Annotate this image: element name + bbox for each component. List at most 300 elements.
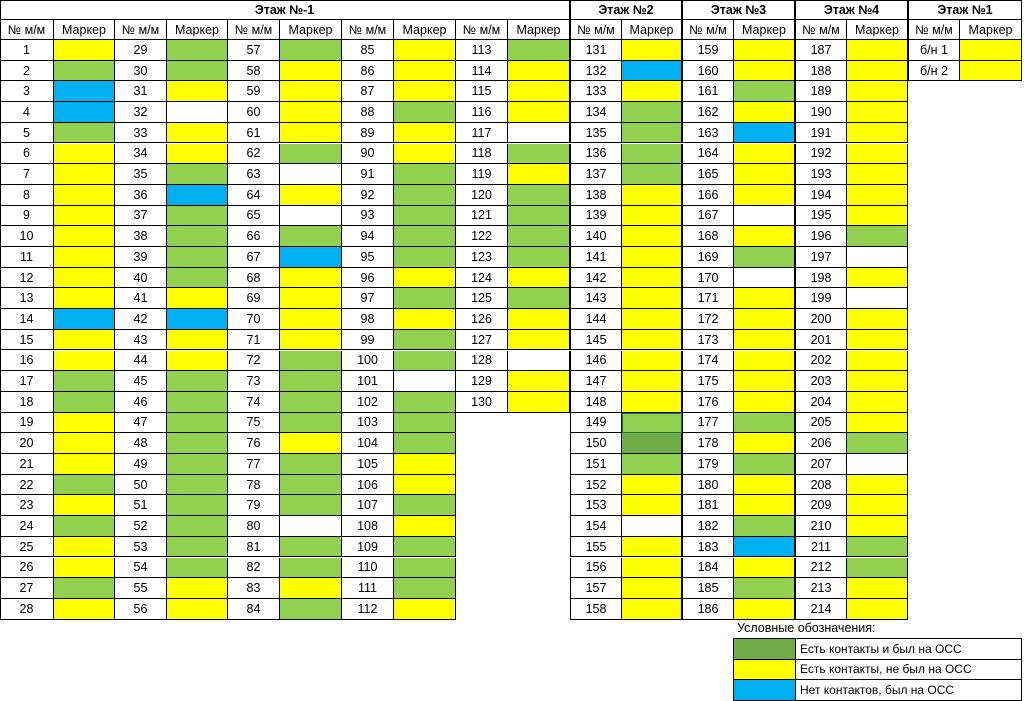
parking-space-number[interactable]: 88	[342, 102, 394, 123]
parking-space-number[interactable]: 44	[115, 351, 167, 372]
parking-space-number[interactable]: 128	[456, 351, 508, 372]
parking-space-number[interactable]: 75	[228, 413, 280, 434]
marker-cell[interactable]	[54, 61, 115, 82]
marker-cell[interactable]	[54, 578, 115, 599]
parking-space-number[interactable]: 210	[795, 516, 847, 537]
marker-cell[interactable]	[622, 81, 682, 102]
marker-cell[interactable]	[734, 288, 795, 309]
parking-space-number[interactable]: 196	[795, 226, 847, 247]
parking-space-number[interactable]: 172	[682, 309, 734, 330]
parking-space-number[interactable]: 174	[682, 351, 734, 372]
marker-cell[interactable]	[280, 516, 342, 537]
parking-space-number[interactable]: 192	[795, 144, 847, 165]
parking-space-number[interactable]: 203	[795, 371, 847, 392]
marker-cell[interactable]	[622, 475, 682, 496]
parking-space-number[interactable]: 45	[115, 371, 167, 392]
marker-cell[interactable]	[734, 81, 795, 102]
parking-space-number[interactable]: 16	[0, 351, 54, 372]
marker-cell[interactable]	[847, 495, 908, 516]
parking-space-number[interactable]: 103	[342, 413, 394, 434]
marker-cell[interactable]	[734, 268, 795, 289]
marker-cell[interactable]	[622, 61, 682, 82]
marker-cell[interactable]	[280, 102, 342, 123]
marker-cell[interactable]	[167, 144, 228, 165]
parking-space-number[interactable]: 60	[228, 102, 280, 123]
marker-cell[interactable]	[508, 351, 570, 372]
marker-cell[interactable]	[167, 599, 228, 620]
parking-space-number[interactable]: 97	[342, 288, 394, 309]
marker-cell[interactable]	[508, 226, 570, 247]
marker-cell[interactable]	[622, 413, 682, 434]
parking-space-number[interactable]: 18	[0, 392, 54, 413]
marker-cell[interactable]	[54, 185, 115, 206]
parking-space-number[interactable]: 164	[682, 144, 734, 165]
parking-space-number[interactable]: 127	[456, 330, 508, 351]
marker-cell[interactable]	[847, 433, 908, 454]
parking-space-number[interactable]: 77	[228, 454, 280, 475]
parking-space-number[interactable]: 122	[456, 226, 508, 247]
parking-space-number[interactable]: 113	[456, 40, 508, 61]
marker-cell[interactable]	[394, 226, 456, 247]
parking-space-number[interactable]: 98	[342, 309, 394, 330]
parking-space-number[interactable]: 23	[0, 495, 54, 516]
parking-space-number[interactable]: 143	[570, 288, 622, 309]
parking-space-number[interactable]: 130	[456, 392, 508, 413]
parking-space-number[interactable]: 176	[682, 392, 734, 413]
parking-space-number[interactable]: 199	[795, 288, 847, 309]
parking-space-number[interactable]: 40	[115, 268, 167, 289]
parking-space-number[interactable]: 63	[228, 164, 280, 185]
parking-space-number[interactable]: 21	[0, 454, 54, 475]
marker-cell[interactable]	[847, 247, 908, 268]
marker-cell[interactable]	[54, 495, 115, 516]
parking-space-number[interactable]: 57	[228, 40, 280, 61]
marker-cell[interactable]	[734, 454, 795, 475]
parking-space-number[interactable]: 206	[795, 433, 847, 454]
marker-cell[interactable]	[847, 81, 908, 102]
marker-cell[interactable]	[622, 433, 682, 454]
marker-cell[interactable]	[622, 599, 682, 620]
parking-space-number[interactable]: 162	[682, 102, 734, 123]
parking-space-number[interactable]: 120	[456, 185, 508, 206]
parking-space-number[interactable]: 156	[570, 558, 622, 579]
marker-cell[interactable]	[508, 40, 570, 61]
parking-space-number[interactable]: 109	[342, 537, 394, 558]
parking-space-number[interactable]: 161	[682, 81, 734, 102]
marker-cell[interactable]	[280, 123, 342, 144]
marker-cell[interactable]	[394, 537, 456, 558]
marker-cell[interactable]	[280, 330, 342, 351]
marker-cell[interactable]	[508, 309, 570, 330]
marker-cell[interactable]	[394, 558, 456, 579]
marker-cell[interactable]	[280, 144, 342, 165]
parking-space-number[interactable]: 194	[795, 185, 847, 206]
parking-space-number[interactable]: 92	[342, 185, 394, 206]
marker-cell[interactable]	[394, 454, 456, 475]
marker-cell[interactable]	[167, 537, 228, 558]
marker-cell[interactable]	[167, 288, 228, 309]
marker-cell[interactable]	[847, 206, 908, 227]
marker-cell[interactable]	[167, 164, 228, 185]
parking-space-number[interactable]: 50	[115, 475, 167, 496]
marker-cell[interactable]	[622, 40, 682, 61]
parking-space-number[interactable]: 86	[342, 61, 394, 82]
marker-cell[interactable]	[394, 351, 456, 372]
parking-space-number[interactable]: 134	[570, 102, 622, 123]
parking-space-number[interactable]: 38	[115, 226, 167, 247]
marker-cell[interactable]	[622, 309, 682, 330]
marker-cell[interactable]	[280, 61, 342, 82]
marker-cell[interactable]	[394, 185, 456, 206]
parking-space-number[interactable]: 180	[682, 475, 734, 496]
parking-space-number[interactable]: 52	[115, 516, 167, 537]
marker-cell[interactable]	[847, 102, 908, 123]
marker-cell[interactable]	[508, 268, 570, 289]
marker-cell[interactable]	[622, 351, 682, 372]
parking-space-number[interactable]: 209	[795, 495, 847, 516]
parking-space-number[interactable]: 30	[115, 61, 167, 82]
marker-cell[interactable]	[734, 516, 795, 537]
marker-cell[interactable]	[734, 475, 795, 496]
marker-cell[interactable]	[280, 599, 342, 620]
parking-space-number[interactable]: 170	[682, 268, 734, 289]
parking-space-number[interactable]: 71	[228, 330, 280, 351]
parking-space-number[interactable]: 200	[795, 309, 847, 330]
marker-cell[interactable]	[54, 475, 115, 496]
parking-space-number[interactable]: 119	[456, 164, 508, 185]
parking-space-number[interactable]: 187	[795, 40, 847, 61]
marker-cell[interactable]	[622, 392, 682, 413]
parking-space-number[interactable]: 136	[570, 144, 622, 165]
marker-cell[interactable]	[734, 495, 795, 516]
marker-cell[interactable]	[54, 40, 115, 61]
marker-cell[interactable]	[54, 164, 115, 185]
parking-space-number[interactable]: 106	[342, 475, 394, 496]
marker-cell[interactable]	[54, 537, 115, 558]
marker-cell[interactable]	[622, 558, 682, 579]
marker-cell[interactable]	[54, 558, 115, 579]
marker-cell[interactable]	[167, 433, 228, 454]
marker-cell[interactable]	[167, 578, 228, 599]
parking-space-number[interactable]: 211	[795, 537, 847, 558]
marker-cell[interactable]	[734, 413, 795, 434]
parking-space-number[interactable]: 145	[570, 330, 622, 351]
marker-cell[interactable]	[508, 185, 570, 206]
marker-cell[interactable]	[847, 164, 908, 185]
parking-space-number[interactable]: 165	[682, 164, 734, 185]
marker-cell[interactable]	[847, 330, 908, 351]
marker-cell[interactable]	[622, 226, 682, 247]
parking-space-number[interactable]: 148	[570, 392, 622, 413]
parking-space-number[interactable]: 8	[0, 185, 54, 206]
parking-space-number[interactable]: 89	[342, 123, 394, 144]
parking-space-number[interactable]: 46	[115, 392, 167, 413]
parking-space-number[interactable]: 141	[570, 247, 622, 268]
parking-space-number[interactable]: 62	[228, 144, 280, 165]
parking-space-number[interactable]: 59	[228, 81, 280, 102]
parking-space-number[interactable]: 212	[795, 558, 847, 579]
parking-space-number[interactable]: 80	[228, 516, 280, 537]
parking-space-number[interactable]: 42	[115, 309, 167, 330]
marker-cell[interactable]	[394, 81, 456, 102]
marker-cell[interactable]	[394, 578, 456, 599]
parking-space-number[interactable]: 20	[0, 433, 54, 454]
parking-space-number[interactable]: 101	[342, 371, 394, 392]
parking-space-number[interactable]: 69	[228, 288, 280, 309]
parking-space-number[interactable]: 105	[342, 454, 394, 475]
marker-cell[interactable]	[508, 392, 570, 413]
marker-cell[interactable]	[847, 185, 908, 206]
parking-space-number[interactable]: 154	[570, 516, 622, 537]
marker-cell[interactable]	[847, 454, 908, 475]
marker-cell[interactable]	[394, 433, 456, 454]
parking-space-number[interactable]: 37	[115, 206, 167, 227]
parking-space-number[interactable]: 138	[570, 185, 622, 206]
marker-cell[interactable]	[167, 226, 228, 247]
parking-space-number[interactable]: 36	[115, 185, 167, 206]
parking-space-number[interactable]: 31	[115, 81, 167, 102]
marker-cell[interactable]	[734, 578, 795, 599]
marker-cell[interactable]	[734, 392, 795, 413]
marker-cell[interactable]	[847, 578, 908, 599]
parking-space-number[interactable]: 151	[570, 454, 622, 475]
parking-space-number[interactable]: 4	[0, 102, 54, 123]
parking-space-number[interactable]: 186	[682, 599, 734, 620]
parking-space-number[interactable]: б/н 1	[908, 40, 960, 61]
marker-cell[interactable]	[508, 102, 570, 123]
marker-cell[interactable]	[54, 81, 115, 102]
marker-cell[interactable]	[847, 268, 908, 289]
parking-space-number[interactable]: 167	[682, 206, 734, 227]
parking-space-number[interactable]: 117	[456, 123, 508, 144]
marker-cell[interactable]	[54, 413, 115, 434]
parking-space-number[interactable]: 213	[795, 578, 847, 599]
parking-space-number[interactable]: 19	[0, 413, 54, 434]
marker-cell[interactable]	[280, 40, 342, 61]
parking-space-number[interactable]: 214	[795, 599, 847, 620]
parking-space-number[interactable]: 26	[0, 558, 54, 579]
marker-cell[interactable]	[280, 288, 342, 309]
marker-cell[interactable]	[167, 40, 228, 61]
marker-cell[interactable]	[167, 309, 228, 330]
marker-cell[interactable]	[508, 81, 570, 102]
parking-space-number[interactable]: 188	[795, 61, 847, 82]
marker-cell[interactable]	[280, 454, 342, 475]
parking-space-number[interactable]: 7	[0, 164, 54, 185]
parking-space-number[interactable]: 94	[342, 226, 394, 247]
marker-cell[interactable]	[394, 413, 456, 434]
marker-cell[interactable]	[847, 558, 908, 579]
marker-cell[interactable]	[394, 516, 456, 537]
parking-space-number[interactable]: 9	[0, 206, 54, 227]
marker-cell[interactable]	[167, 516, 228, 537]
marker-cell[interactable]	[394, 40, 456, 61]
marker-cell[interactable]	[54, 309, 115, 330]
parking-space-number[interactable]: 54	[115, 558, 167, 579]
marker-cell[interactable]	[622, 537, 682, 558]
parking-space-number[interactable]: 1	[0, 40, 54, 61]
parking-space-number[interactable]: 184	[682, 558, 734, 579]
marker-cell[interactable]	[508, 371, 570, 392]
marker-cell[interactable]	[54, 268, 115, 289]
parking-space-number[interactable]: 95	[342, 247, 394, 268]
parking-space-number[interactable]: 157	[570, 578, 622, 599]
marker-cell[interactable]	[508, 330, 570, 351]
parking-space-number[interactable]: 66	[228, 226, 280, 247]
parking-space-number[interactable]: 49	[115, 454, 167, 475]
parking-space-number[interactable]: 185	[682, 578, 734, 599]
parking-space-number[interactable]: 177	[682, 413, 734, 434]
parking-space-number[interactable]: 107	[342, 495, 394, 516]
marker-cell[interactable]	[167, 351, 228, 372]
marker-cell[interactable]	[167, 495, 228, 516]
parking-space-number[interactable]: 100	[342, 351, 394, 372]
marker-cell[interactable]	[508, 247, 570, 268]
parking-space-number[interactable]: 15	[0, 330, 54, 351]
parking-space-number[interactable]: 124	[456, 268, 508, 289]
marker-cell[interactable]	[54, 226, 115, 247]
marker-cell[interactable]	[734, 185, 795, 206]
marker-cell[interactable]	[394, 61, 456, 82]
parking-space-number[interactable]: 178	[682, 433, 734, 454]
marker-cell[interactable]	[280, 558, 342, 579]
parking-space-number[interactable]: 78	[228, 475, 280, 496]
parking-space-number[interactable]: 189	[795, 81, 847, 102]
marker-cell[interactable]	[622, 371, 682, 392]
marker-cell[interactable]	[167, 330, 228, 351]
parking-space-number[interactable]: 85	[342, 40, 394, 61]
marker-cell[interactable]	[734, 599, 795, 620]
parking-space-number[interactable]: 5	[0, 123, 54, 144]
marker-cell[interactable]	[847, 351, 908, 372]
parking-space-number[interactable]: 158	[570, 599, 622, 620]
marker-cell[interactable]	[734, 351, 795, 372]
marker-cell[interactable]	[734, 226, 795, 247]
parking-space-number[interactable]: 33	[115, 123, 167, 144]
marker-cell[interactable]	[280, 206, 342, 227]
parking-space-number[interactable]: 2	[0, 61, 54, 82]
marker-cell[interactable]	[847, 61, 908, 82]
marker-cell[interactable]	[622, 247, 682, 268]
parking-space-number[interactable]: 82	[228, 558, 280, 579]
parking-space-number[interactable]: 79	[228, 495, 280, 516]
parking-space-number[interactable]: 123	[456, 247, 508, 268]
parking-space-number[interactable]: 142	[570, 268, 622, 289]
marker-cell[interactable]	[622, 206, 682, 227]
marker-cell[interactable]	[734, 206, 795, 227]
parking-space-number[interactable]: 68	[228, 268, 280, 289]
marker-cell[interactable]	[508, 164, 570, 185]
parking-space-number[interactable]: 55	[115, 578, 167, 599]
marker-cell[interactable]	[734, 61, 795, 82]
marker-cell[interactable]	[622, 578, 682, 599]
marker-cell[interactable]	[622, 102, 682, 123]
marker-cell[interactable]	[394, 247, 456, 268]
parking-space-number[interactable]: 81	[228, 537, 280, 558]
marker-cell[interactable]	[167, 475, 228, 496]
marker-cell[interactable]	[847, 516, 908, 537]
parking-space-number[interactable]: 56	[115, 599, 167, 620]
parking-space-number[interactable]: 90	[342, 144, 394, 165]
marker-cell[interactable]	[280, 309, 342, 330]
parking-space-number[interactable]: 146	[570, 351, 622, 372]
marker-cell[interactable]	[394, 599, 456, 620]
parking-space-number[interactable]: 175	[682, 371, 734, 392]
parking-space-number[interactable]: 84	[228, 599, 280, 620]
marker-cell[interactable]	[54, 102, 115, 123]
parking-space-number[interactable]: 12	[0, 268, 54, 289]
parking-space-number[interactable]: 202	[795, 351, 847, 372]
parking-space-number[interactable]: 129	[456, 371, 508, 392]
marker-cell[interactable]	[54, 330, 115, 351]
parking-space-number[interactable]: 183	[682, 537, 734, 558]
marker-cell[interactable]	[847, 599, 908, 620]
marker-cell[interactable]	[622, 516, 682, 537]
parking-space-number[interactable]: 132	[570, 61, 622, 82]
parking-space-number[interactable]: 28	[0, 599, 54, 620]
parking-space-number[interactable]: 53	[115, 537, 167, 558]
marker-cell[interactable]	[622, 495, 682, 516]
marker-cell[interactable]	[280, 351, 342, 372]
parking-space-number[interactable]: 87	[342, 81, 394, 102]
parking-space-number[interactable]: 190	[795, 102, 847, 123]
marker-cell[interactable]	[734, 164, 795, 185]
parking-space-number[interactable]: 144	[570, 309, 622, 330]
parking-space-number[interactable]: 126	[456, 309, 508, 330]
marker-cell[interactable]	[847, 123, 908, 144]
marker-cell[interactable]	[167, 268, 228, 289]
parking-space-number[interactable]: 73	[228, 371, 280, 392]
marker-cell[interactable]	[734, 371, 795, 392]
parking-space-number[interactable]: 181	[682, 495, 734, 516]
parking-space-number[interactable]: 17	[0, 371, 54, 392]
parking-space-number[interactable]: 47	[115, 413, 167, 434]
parking-space-number[interactable]: 61	[228, 123, 280, 144]
marker-cell[interactable]	[280, 578, 342, 599]
marker-cell[interactable]	[280, 185, 342, 206]
parking-space-number[interactable]: 14	[0, 309, 54, 330]
marker-cell[interactable]	[847, 371, 908, 392]
parking-space-number[interactable]: 152	[570, 475, 622, 496]
parking-space-number[interactable]: 155	[570, 537, 622, 558]
parking-space-number[interactable]: 6	[0, 144, 54, 165]
marker-cell[interactable]	[847, 392, 908, 413]
marker-cell[interactable]	[394, 495, 456, 516]
marker-cell[interactable]	[394, 123, 456, 144]
parking-space-number[interactable]: 191	[795, 123, 847, 144]
parking-space-number[interactable]: 96	[342, 268, 394, 289]
parking-space-number[interactable]: 64	[228, 185, 280, 206]
parking-space-number[interactable]: 110	[342, 558, 394, 579]
marker-cell[interactable]	[167, 371, 228, 392]
marker-cell[interactable]	[54, 392, 115, 413]
marker-cell[interactable]	[280, 81, 342, 102]
marker-cell[interactable]	[280, 392, 342, 413]
marker-cell[interactable]	[734, 123, 795, 144]
parking-space-number[interactable]: 193	[795, 164, 847, 185]
marker-cell[interactable]	[394, 371, 456, 392]
marker-cell[interactable]	[54, 371, 115, 392]
marker-cell[interactable]	[167, 247, 228, 268]
parking-space-number[interactable]: 22	[0, 475, 54, 496]
parking-space-number[interactable]: 29	[115, 40, 167, 61]
marker-cell[interactable]	[54, 599, 115, 620]
parking-space-number[interactable]: 111	[342, 578, 394, 599]
marker-cell[interactable]	[394, 268, 456, 289]
marker-cell[interactable]	[508, 288, 570, 309]
parking-space-number[interactable]: 104	[342, 433, 394, 454]
parking-space-number[interactable]: 58	[228, 61, 280, 82]
